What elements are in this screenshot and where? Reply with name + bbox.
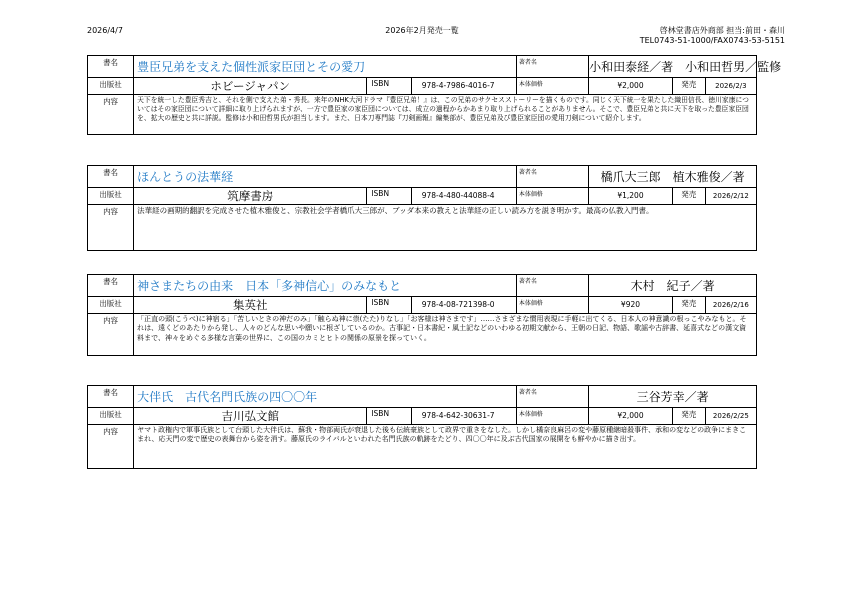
book-price: ¥2,000 <box>589 77 673 94</box>
print-date: 2026/4/7 <box>87 26 123 35</box>
title-label: 書名 <box>88 275 134 296</box>
publisher-label: 出版社 <box>88 407 134 424</box>
content-label: 内容 <box>88 424 134 468</box>
book-release-date: 2026/2/25 <box>705 407 756 424</box>
book-title: 豊臣兄弟を支えた個性派家臣団とその愛刀 <box>134 56 517 77</box>
content-label: 内容 <box>88 94 134 134</box>
book-author: 小和田泰経／著 小和田哲男／監修 <box>589 56 756 77</box>
book-publisher: ホビージャパン <box>134 77 367 94</box>
book-isbn: 978-4-08-721398-0 <box>411 296 516 313</box>
store-phone-fax: TEL0743-51-1000/FAX0743-53-5151 <box>639 36 785 45</box>
book-entry <box>87 385 757 469</box>
book-title: 大伴氏 古代名門氏族の四〇〇年 <box>134 386 517 407</box>
book-isbn: 978-4-480-44088-4 <box>411 187 516 204</box>
book-description: 天下を統一した豊臣秀吉と、それを側で支えた弟・秀長。来年のNHK大河ドラマ『豊臣兄弟！』は、この兄弟のサクセスストーリーを描くものです。同じく天下統一を果たした織田信長、徳川家康についてはその家臣団について詳細に取り上げられますが、一方で豊臣家の家臣団については、成立の過程からかあまり取り上げられることがありません。そこで、豊臣兄弟と共に天下を取った豊臣家臣団を、拡大の歴史と共に詳説。監修は小和田哲男氏が担当します。また、日本刀専門誌『刀剣画報』編集部が、豊臣兄弟及び豊臣家臣団の愛用刀剣について紹介します。 <box>134 94 756 134</box>
store-contact <box>640 26 785 46</box>
author-label: 著者名 <box>516 386 588 407</box>
book-isbn: 978-4-7986-4016-7 <box>411 77 516 94</box>
title-label: 書名 <box>88 386 134 407</box>
title-label: 書名 <box>88 166 134 187</box>
book-release-date: 2026/2/16 <box>705 296 756 313</box>
release-label: 発売 <box>672 187 705 204</box>
book-author: 三谷芳幸／著 <box>589 386 756 407</box>
release-label: 発売 <box>672 296 705 313</box>
book-publisher: 吉川弘文館 <box>134 407 367 424</box>
price-label: 本体価格 <box>516 296 588 313</box>
book-description: 法華経の画期的翻訳を完成させた植木雅俊と、宗教社会学者橋爪大三郎が、ブッダ本来の教えと法華経の正しい読み方を説き明かす。最高の仏教入門書。 <box>134 204 756 250</box>
book-price: ¥1,200 <box>589 187 673 204</box>
title-label: 書名 <box>88 56 134 77</box>
book-author: 橋爪大三郎 植木雅俊／著 <box>589 166 756 187</box>
book-entry <box>87 274 757 356</box>
isbn-label: ISBN <box>367 77 411 94</box>
release-label: 発売 <box>672 407 705 424</box>
publisher-label: 出版社 <box>88 77 134 94</box>
book-release-date: 2026/2/12 <box>705 187 756 204</box>
book-description: 「正直の頭(こうべ)に神宿る」「苦しいときの神だのみ」「触らぬ神に祟(たた)りなし」「お客様は神さまです」……さまざまな慣用表現に手軽に出てくる、日本人の神意識の根っこやみなもと。それは、遠くどのあたりから発し、人々のどんな思いや願いに根ざしているのか。古事記・日本書紀・風土記などのいわゆる初期文献から、王朝の日記、物語、歌謡や古辞書、延喜式などの漢文資料まで、神々をめぐる多様な言葉の世界に、この国のカミとヒトの関係の原景を探っていく。 <box>134 313 756 355</box>
book-publisher: 筑摩書房 <box>134 187 367 204</box>
publisher-label: 出版社 <box>88 296 134 313</box>
book-description: ヤマト政権内で軍事氏族として台頭した大伴氏は、蘇我・物部両氏が衰退した後も伝統豪族として政界で重きをなした。しかし橘奈良麻呂の変や藤原種継暗殺事件、承和の変などの政争にまきこまれ、応天門の変で歴史の表舞台から姿を消す。藤原氏のライバルといわれた名門氏族の軌跡をたどり、四〇〇年に及ぶ古代国家の展開をも鮮やかに描き出す。 <box>134 424 756 468</box>
content-label: 内容 <box>88 204 134 250</box>
book-release-date: 2026/2/3 <box>705 77 756 94</box>
book-price: ¥2,000 <box>589 407 673 424</box>
book-price: ¥920 <box>589 296 673 313</box>
price-label: 本体価格 <box>516 407 588 424</box>
isbn-label: ISBN <box>367 407 411 424</box>
isbn-label: ISBN <box>367 187 411 204</box>
isbn-label: ISBN <box>367 296 411 313</box>
book-isbn: 978-4-642-30631-7 <box>411 407 516 424</box>
book-entry <box>87 165 757 251</box>
book-title: 神さまたちの由来 日本「多神信心」のみなもと <box>134 275 517 296</box>
price-label: 本体価格 <box>516 187 588 204</box>
author-label: 著者名 <box>516 275 588 296</box>
author-label: 著者名 <box>516 56 588 77</box>
book-publisher: 集英社 <box>134 296 367 313</box>
publisher-label: 出版社 <box>88 187 134 204</box>
page-title: 2026年2月発売一覧 <box>385 26 459 35</box>
store-name: 啓林堂書店外商部 担当:前田・森川 <box>659 26 785 35</box>
release-label: 発売 <box>672 77 705 94</box>
content-label: 内容 <box>88 313 134 355</box>
price-label: 本体価格 <box>516 77 588 94</box>
book-entry <box>87 55 782 135</box>
book-title: ほんとうの法華経 <box>134 166 517 187</box>
author-label: 著者名 <box>516 166 588 187</box>
book-author: 木村 紀子／著 <box>589 275 756 296</box>
